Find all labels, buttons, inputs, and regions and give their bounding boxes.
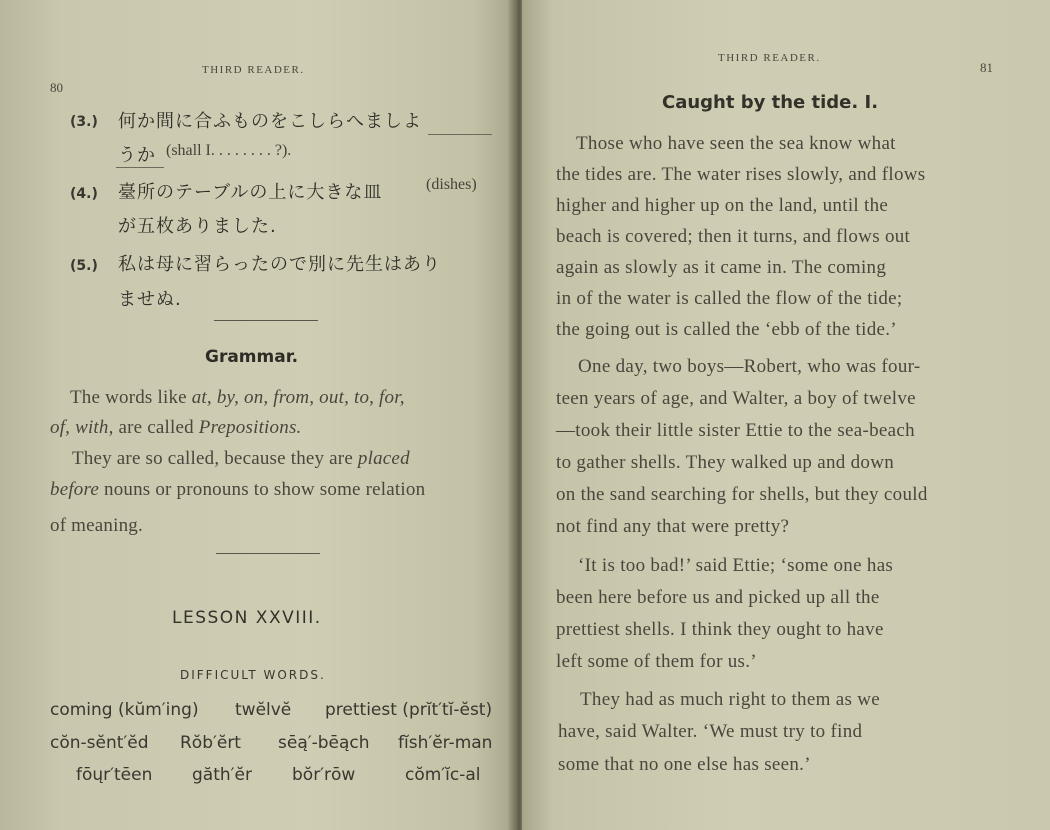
vocab-word: prettiest (prĭt′tĭ-ĕst) [325,700,493,720]
story-line: One day, two boys—Robert, who was four- [578,356,921,377]
story-line: beach is covered; then it turns, and flows out [556,226,911,247]
story-line: They had as much right to them as we [580,689,880,710]
exercise-text: ませぬ. [118,289,182,310]
story-line: on the sand searching for shells, but they could [556,484,928,505]
story-line: in of the water is called the flow of the tide; [556,288,903,309]
story-line: ‘It is too bad!’ said Ettie; ‘some one has [578,555,894,576]
story-line: the going out is called the ‘ebb of the tide.’ [556,319,897,340]
section-divider [214,320,318,321]
vocab-word: cŏn-sĕnt′ĕd [50,733,149,753]
vocab-word: Rŏb′ĕrt [180,733,241,753]
underline [428,134,492,135]
exercise-text: 何か間に合ふものをこしらへましよ [118,111,422,132]
exercise-number: (5.) [70,258,98,274]
right-page [522,0,1050,830]
grammar-text: of, with, are called Prepositions. [50,417,302,438]
grammar-text: They are so called, because they are placed [72,448,410,469]
story-line: to gather shells. They walked up and down [556,452,895,473]
story-line: some that no one else has seen.’ [558,754,811,775]
grammar-text: of meaning. [50,515,143,536]
vocab-word: coming (kŭm′ing) [50,700,199,720]
exercise-text: が五枚ありました. [118,216,277,237]
story-line: —took their little sister Ettie to the sea-beach [556,420,915,441]
story-title: Caught by the tide. I. [662,92,879,113]
exercise-gloss: (shall I. . . . . . . . ?). [166,142,292,159]
vocab-word: bŏr′rōw [292,765,356,785]
story-line: left some of them for us.’ [556,651,757,672]
story-line: higher and higher up on the land, until the [556,195,889,216]
grammar-text: before nouns or pronouns to show some relation [50,479,426,500]
story-line: teen years of age, and Walter, a boy of twelve [556,388,916,409]
page-number-left: 80 [50,80,63,95]
story-line: been here before us and picked up all the [556,587,880,608]
exercise-text: 私は母に習らったので別に先生はあり [118,254,441,275]
grammar-text: The words like at, by, on, from, out, to, for, [70,387,405,408]
vocab-word: găth′ĕr [192,765,252,785]
exercise-number: (3.) [70,114,98,130]
lesson-subtitle: DIFFICULT WORDS. [180,668,326,682]
exercise-text: うか [118,145,156,166]
vocab-word: fĭsh′ĕr-man [398,733,493,753]
section-divider [216,553,320,554]
story-line: not find any that were pretty? [556,516,790,537]
vocab-word: sēą′-bēąch [278,733,370,753]
grammar-heading: Grammar. [205,347,299,367]
vocab-word: cŏm′ĭc-al [405,765,481,785]
running-head-right: THIRD READER. [718,52,821,64]
vocab-word: twĕlvĕ [235,700,292,720]
story-line: have, said Walter. ‘We must try to find [558,721,863,742]
vocab-word: fōųr′tēen [76,765,153,785]
exercise-number: (4.) [70,186,98,202]
running-head-left: THIRD READER. [202,64,305,76]
underline [116,167,164,168]
exercise-gloss: (dishes) [426,176,477,193]
lesson-title: LESSON XXVIII. [172,608,322,628]
story-line: again as slowly as it came in. The coming [556,257,887,278]
exercise-text: 臺所のテーブルの上に大きな皿 [118,182,383,203]
left-page [0,0,514,830]
story-line: prettiest shells. I think they ought to have [556,619,884,640]
page-number-right: 81 [980,60,993,75]
story-line: Those who have seen the sea know what [576,133,896,154]
story-line: the tides are. The water rises slowly, and flows [556,164,926,185]
